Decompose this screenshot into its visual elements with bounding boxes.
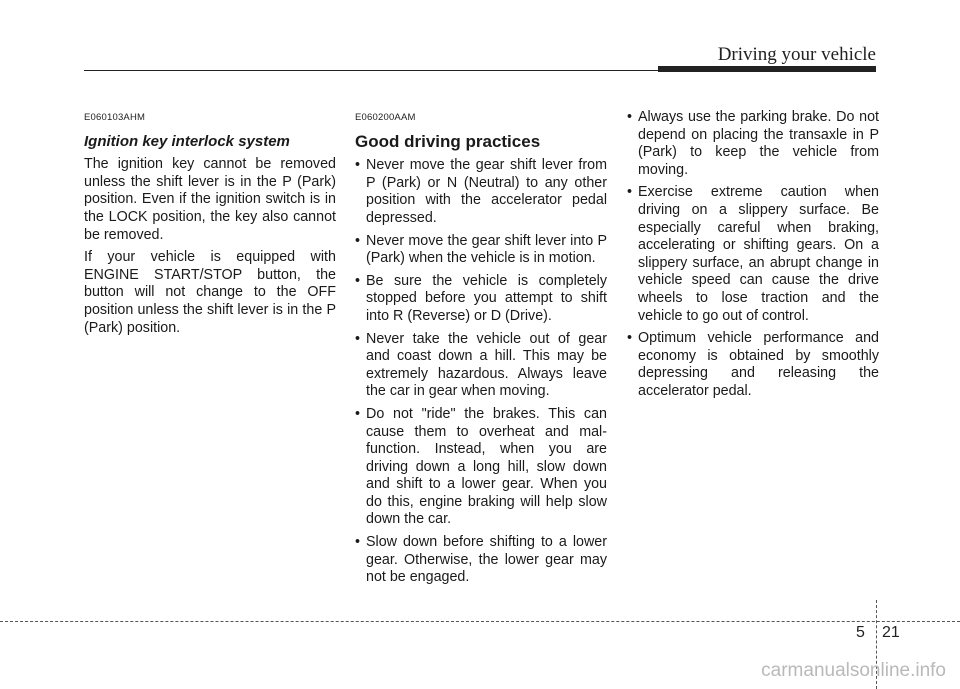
section-heading: Ignition key interlock system [84, 132, 290, 150]
list-item: • Exercise extreme caution when driving on a slippery surface. Be especially careful when braking, accelerating or shifting gears. On a slippery surface, an abrupt change in vehicle speed can cause the drive wheels to lose traction and the vehicle to go out of control. [627, 184, 879, 325]
watermark: carmanualsonline.info [761, 660, 946, 681]
right-column [627, 109, 879, 406]
header-rule-accent [658, 66, 876, 72]
list-item: • Never move the gear shift lever into P (Park) when the vehicle is in motion. [355, 233, 607, 268]
footer-rule [0, 621, 960, 622]
paragraph: If your vehicle is equipped with ENGINE START/STOP button, the button will not change to the OFF position unless the shift lever is in the P (Park) position. [84, 249, 336, 336]
list-item: • Never move the gear shift lever from P (Park) or N (Neutral) to any other position with the accelerator pedal depressed. [355, 157, 607, 227]
header-rule [84, 70, 676, 71]
list-item: • Always use the parking brake. Do not depend on placing the transaxle in P (Park) to keep the vehicle from moving. [627, 109, 879, 179]
page-header-title: Driving your vehicle [717, 44, 876, 65]
list-item: • Do not "ride" the brakes. This can cause them to overheat and mal-function. Instead, when you are driving down a long hill, slow down and shift to a lower gear. When you do this, engine braking will help slow down the car. [355, 406, 607, 529]
section-heading: Good driving practices [355, 131, 541, 151]
bullet-list [355, 157, 607, 587]
list-item: • Never take the vehicle out of gear and coast down a hill. This may be extremely hazardous. Always leave the car in gear when moving. [355, 331, 607, 401]
page-number: 21 [882, 624, 900, 641]
paragraph: The ignition key cannot be removed unless the shift lever is in the P (Park) position. Even if the ignition switch is in the LOCK position, the key also cannot be removed. [84, 156, 336, 243]
chapter-number: 5 [856, 624, 865, 641]
section-code: E060103AHM [84, 112, 146, 123]
list-item: • Slow down before shifting to a lower gear. Otherwise, the lower gear may not be engaged. [355, 534, 607, 587]
section-code: E060200AAM [355, 112, 416, 123]
list-item: • Optimum vehicle performance and economy is obtained by smoothly depressing and releasing the accelerator pedal. [627, 330, 879, 400]
bullet-list [627, 109, 879, 401]
middle-column [355, 109, 607, 592]
list-item: • Be sure the vehicle is completely stopped before you attempt to shift into R (Reverse) or D (Drive). [355, 273, 607, 326]
left-column [84, 109, 336, 342]
